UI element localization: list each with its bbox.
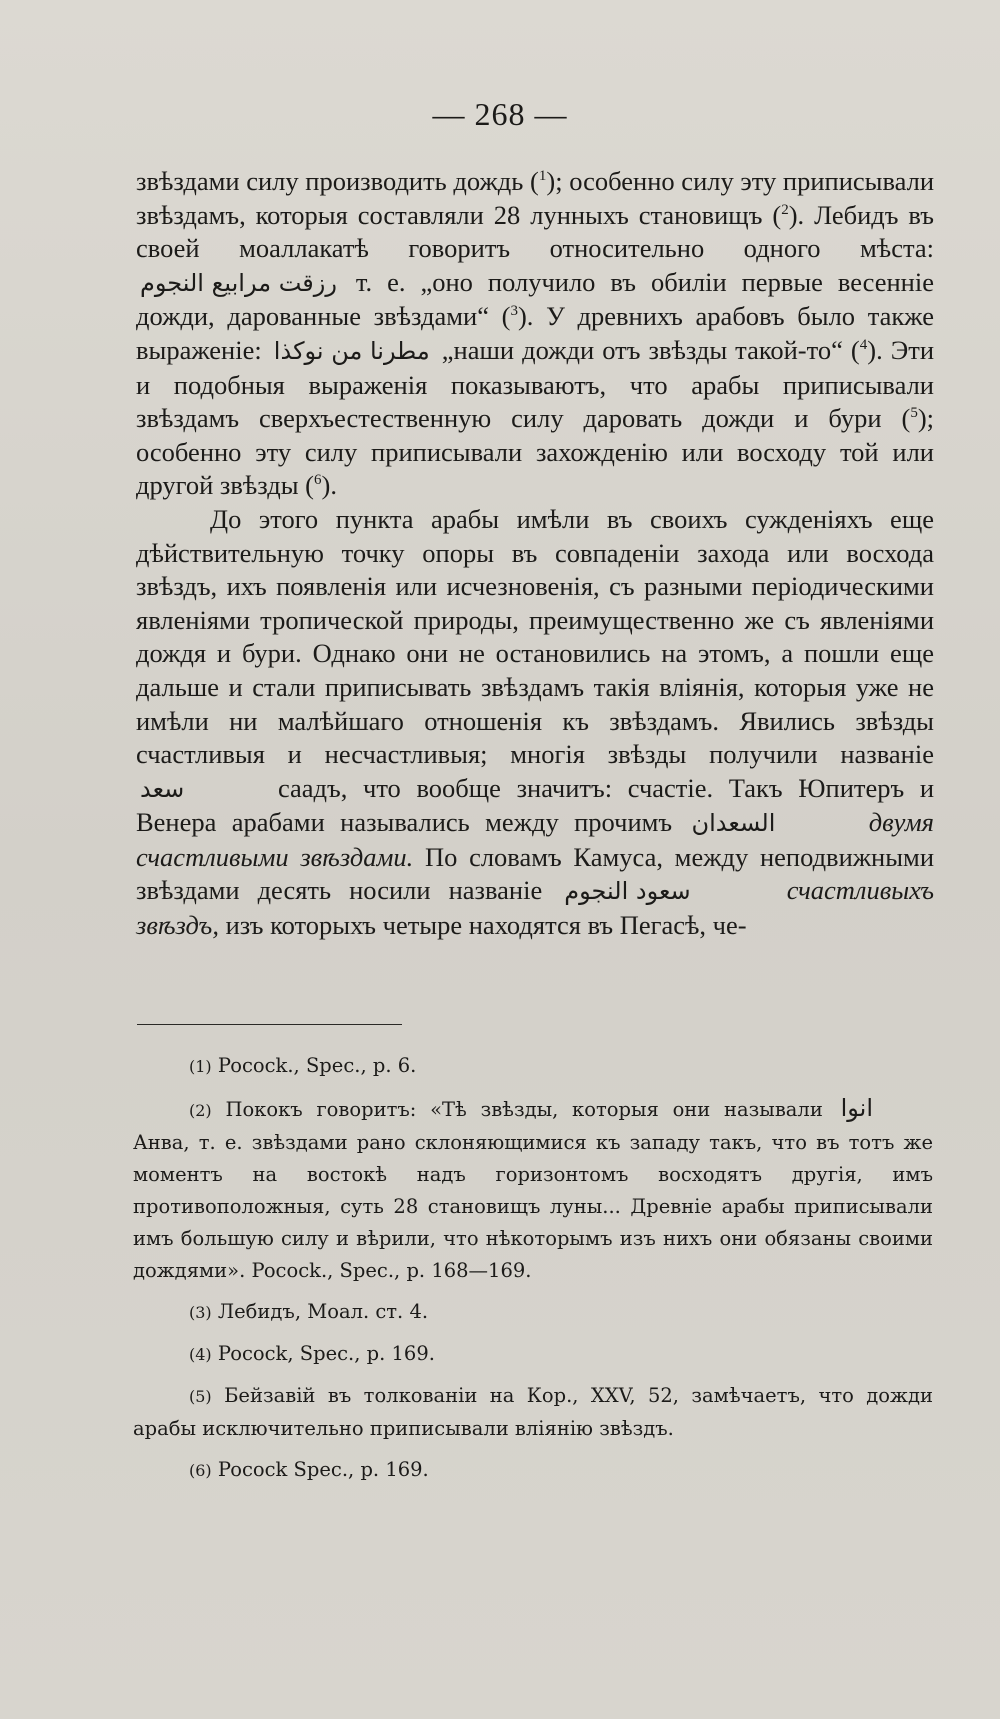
footnote-mark: (4)	[189, 1345, 212, 1364]
footnote-divider	[137, 1024, 402, 1025]
text-segment: До этого пункта арабы имѣли въ своихъ сужденіяхъ еще дѣйствительную точку опоры въ совпаденіи захода или восхода звѣздъ, ихъ появленія или исчезновенія, съ разными періодическими явленіями тропической природы, преимущественно же съ явленіями дождя и бури. Однако они не остановились на этомъ, а пошли еще дальше и стали приписывать звѣздамъ такія вліянія, которыя уже не имѣли ни малѣйшаго отношенія къ звѣздамъ. Явились звѣзды счастливыя и несчастливыя; многія звѣзды получили названіе	[136, 503, 934, 770]
footnote-text: Лебидъ, Моал. ст. 4.	[217, 1300, 429, 1323]
text-segment: звѣздами силу производить дождь (	[136, 166, 539, 196]
arabic-word: انوا	[840, 1094, 874, 1122]
footnote-2	[133, 1092, 933, 1287]
text-segment: „наши дожди отъ звѣзды такой-то“ (	[441, 334, 860, 365]
text-segment: ).	[321, 470, 337, 501]
text-segment: ); особенно эту силу приписывали захожденію или восходу той или другой звѣзды (	[136, 403, 934, 501]
paragraph-1	[136, 165, 934, 503]
arabic-word: سعد	[140, 774, 185, 803]
text-segment: По словамъ Камуса, между неподвижными звѣздами десять носили названіе	[136, 841, 934, 906]
footnote-ref: 5	[910, 405, 918, 422]
footnotes	[133, 1050, 933, 1496]
text-segment: изъ которыхъ четыре находятся въ Пегасѣ, че-	[225, 910, 747, 941]
paragraph-2	[136, 503, 934, 943]
text-segment: ). Эти и подобныя выраженія показываютъ, что арабы приписывали звѣздамъ сверхъестественную силу даровать дожди и бури (	[136, 334, 935, 434]
text-segment: саадъ, что вообще значитъ: счастіе. Такъ Юпитеръ и Венера арабами назывались между прочимъ	[136, 772, 934, 838]
arabic-phrase: سعود النجوم	[564, 877, 691, 906]
footnote-5	[133, 1380, 933, 1445]
footnote-mark: (2)	[189, 1101, 212, 1120]
footnote-6	[133, 1454, 933, 1487]
text-segment: ); особенно силу эту приписывали звѣздамъ, которыя составляли 28 лунныхъ становищъ (	[136, 166, 935, 230]
italic-phrase: счастливыхъ звѣздъ,	[136, 875, 935, 941]
arabic-phrase: رزقت مرابيع النجوم	[140, 268, 337, 297]
footnote-text: Анва, т. е. звѣздами рано склоняющимися къ западу такъ, что въ тотъ же моментъ на востокѣ надъ горизонтомъ восходятъ другія, имъ противоположныя, суть 28 становищъ луны... Древніе арабы приписывали имъ большую силу и вѣрили, что нѣкоторымъ изъ нихъ они обязаны своими дождями». Pocock., Spec., p. 168—169.	[133, 1131, 933, 1282]
footnote-1	[133, 1050, 933, 1083]
italic-phrase: двумя счастливыми звѣздами.	[136, 807, 934, 872]
footnote-ref: 3	[510, 303, 518, 320]
footnote-text: Pocock, Spec., p. 169.	[217, 1342, 435, 1365]
page-number: — 268 —	[432, 96, 568, 132]
footnote-3	[133, 1296, 933, 1329]
footnote-mark: (6)	[189, 1461, 212, 1480]
text-segment: ). У древнихъ арабовъ было также выраженіе:	[136, 301, 934, 365]
text-segment: т. е. „оно получило въ обиліи первые весенніе дожди, дарованные звѣздами“ (	[136, 266, 934, 332]
footnote-text: Pocock Spec., p. 169.	[217, 1458, 429, 1481]
footnote-mark: (5)	[189, 1387, 212, 1406]
footnote-text: Бейзавій въ толкованіи на Кор., XXV, 52, замѣчаетъ, что дожди арабы исключительно приписывали вліянію звѣздъ.	[133, 1384, 933, 1440]
footnote-text: Pocock., Spec., p. 6.	[217, 1054, 417, 1077]
footnote-text: Пококъ говоритъ: «Тѣ звѣзды, которыя они называли	[225, 1098, 823, 1121]
footnote-4	[133, 1338, 933, 1371]
footnote-ref: 2	[781, 201, 789, 218]
main-text	[136, 165, 934, 943]
arabic-word: السعدان	[691, 809, 776, 838]
footnote-ref: 6	[314, 472, 322, 489]
footnote-ref: 1	[538, 168, 547, 185]
arabic-phrase: مطرنا من نوكذا	[273, 336, 430, 365]
footnote-ref: 4	[859, 337, 868, 354]
footnote-mark: (1)	[189, 1057, 212, 1076]
text-segment: ). Лебидъ въ своей моаллакатѣ говоритъ относительно одного мѣста:	[136, 199, 934, 264]
footnote-mark: (3)	[189, 1303, 212, 1322]
